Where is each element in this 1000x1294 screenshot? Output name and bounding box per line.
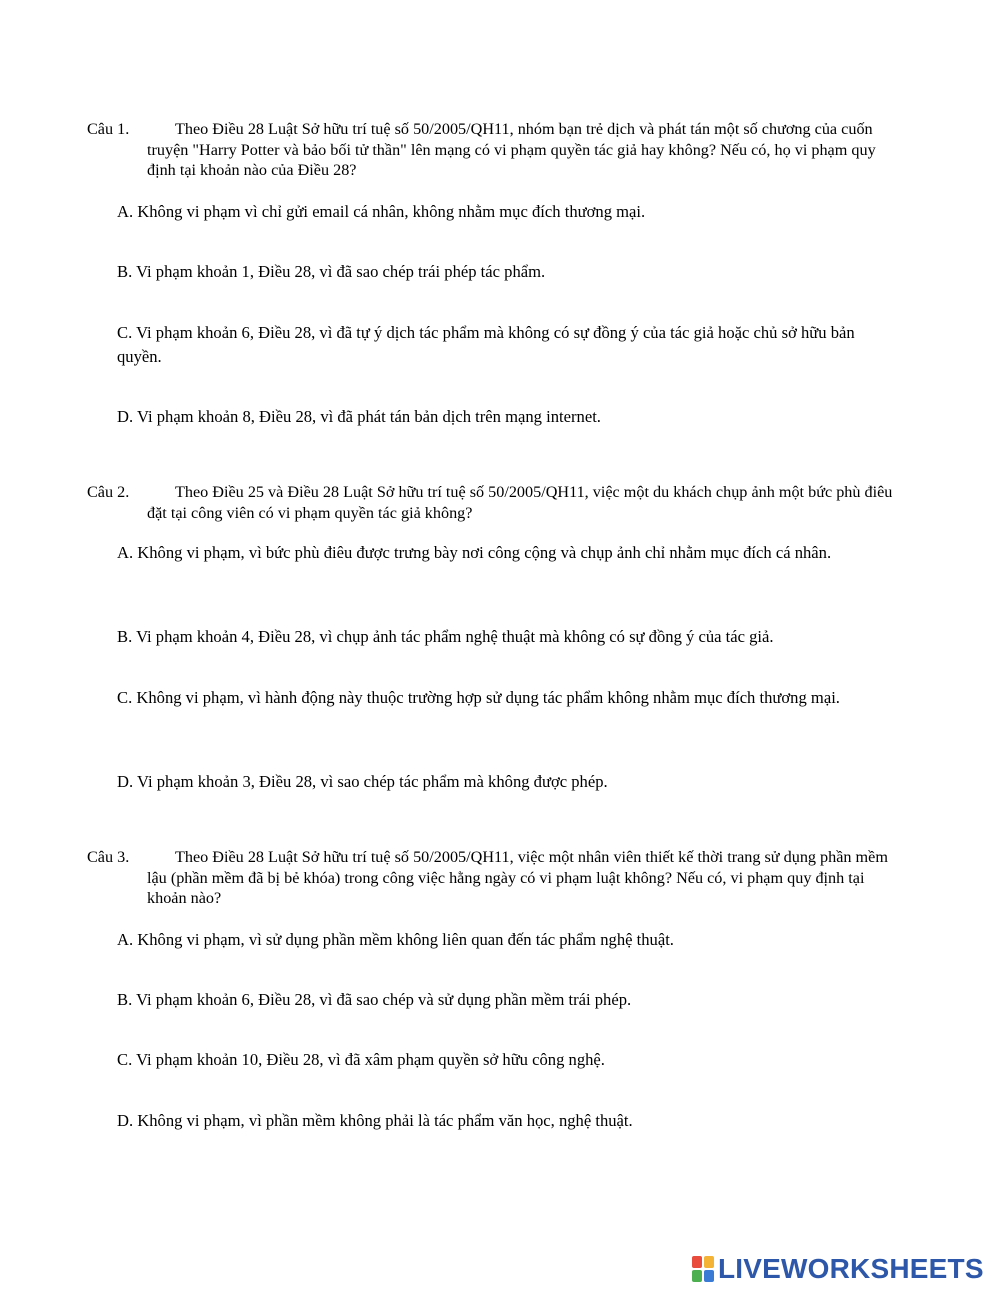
logo-mark-cell	[692, 1270, 702, 1282]
question-1-option-a: A. Không vi phạm vì chỉ gửi email cá nhân, không nhằm mục đích thương mại.	[117, 202, 646, 221]
liveworksheets-logo-icon	[692, 1256, 714, 1282]
question-3-option-d: D. Không vi phạm, vì phần mềm không phải là tác phẩm văn học, nghệ thuật.	[117, 1111, 633, 1130]
question-1	[87, 119, 897, 181]
logo-mark-cell	[692, 1256, 702, 1268]
question-3-option-a: A. Không vi phạm, vì sử dụng phần mềm không liên quan đến tác phẩm nghệ thuật.	[117, 930, 674, 949]
question-1-text: Câu 1. Theo Điều 28 Luật Sở hữu trí tuệ số 50/2005/QH11, nhóm bạn trẻ dịch và phát tán một số chương của cuốn truyện "Harry Potter và bảo bối tử thần" lên mạng có vi phạm quyền tác giả hay không? Nếu có, họ vi phạm quy định tại khoản nào của Điều 28?	[87, 120, 876, 179]
question-1-option-d: D. Vi phạm khoản 8, Điều 28, vì đã phát tán bản dịch trên mạng internet.	[117, 407, 601, 426]
question-3-option-c: C. Vi phạm khoản 10, Điều 28, vì đã xâm phạm quyền sở hữu công nghệ.	[117, 1050, 605, 1069]
liveworksheets-logo	[692, 1254, 984, 1284]
question-3	[87, 847, 897, 909]
question-2-number: Câu 2.	[87, 483, 130, 501]
question-3-text: Câu 3. Theo Điều 28 Luật Sở hữu trí tuệ số 50/2005/QH11, việc một nhân viên thiết kế thời trang sử dụng phần mềm lậu (phần mềm đã bị bẻ khóa) trong công việc hằng ngày có vi phạm luật không? Nếu có, vi phạm quy định tại khoản nào?	[87, 848, 888, 907]
question-3-number: Câu 3.	[87, 848, 130, 866]
logo-mark-cell	[704, 1256, 714, 1268]
question-3-option-b: B. Vi phạm khoản 6, Điều 28, vì đã sao chép và sử dụng phần mềm trái phép.	[117, 990, 632, 1009]
question-2	[87, 482, 897, 523]
question-2-option-a: A. Không vi phạm, vì bức phù điêu được trưng bày nơi công cộng và chụp ảnh chỉ nhằm mục đích cá nhân.	[117, 543, 832, 562]
question-2-option-b: B. Vi phạm khoản 4, Điều 28, vì chụp ảnh tác phẩm nghệ thuật mà không có sự đồng ý của tác giả.	[117, 627, 774, 646]
question-2-option-c: C. Không vi phạm, vì hành động này thuộc trường hợp sử dụng tác phẩm không nhằm mục đích thương mại.	[117, 688, 840, 707]
question-1-number: Câu 1.	[87, 120, 130, 138]
question-1-option-b: B. Vi phạm khoản 1, Điều 28, vì đã sao chép trái phép tác phẩm.	[117, 262, 546, 281]
question-2-text: Câu 2. Theo Điều 25 và Điều 28 Luật Sở hữu trí tuệ số 50/2005/QH11, việc một du khách chụp ảnh một bức phù điêu đặt tại công viên có vi phạm quyền tác giả không?	[87, 483, 893, 522]
question-2-option-d: D. Vi phạm khoản 3, Điều 28, vì sao chép tác phẩm mà không được phép.	[117, 772, 608, 791]
logo-mark-cell	[704, 1270, 714, 1282]
liveworksheets-logo-text: LIVEWORKSHEETS	[718, 1253, 984, 1284]
question-1-option-c: C. Vi phạm khoản 6, Điều 28, vì đã tự ý dịch tác phẩm mà không có sự đồng ý của tác giả hoặc chủ sở hữu bản quyền.	[117, 323, 855, 366]
